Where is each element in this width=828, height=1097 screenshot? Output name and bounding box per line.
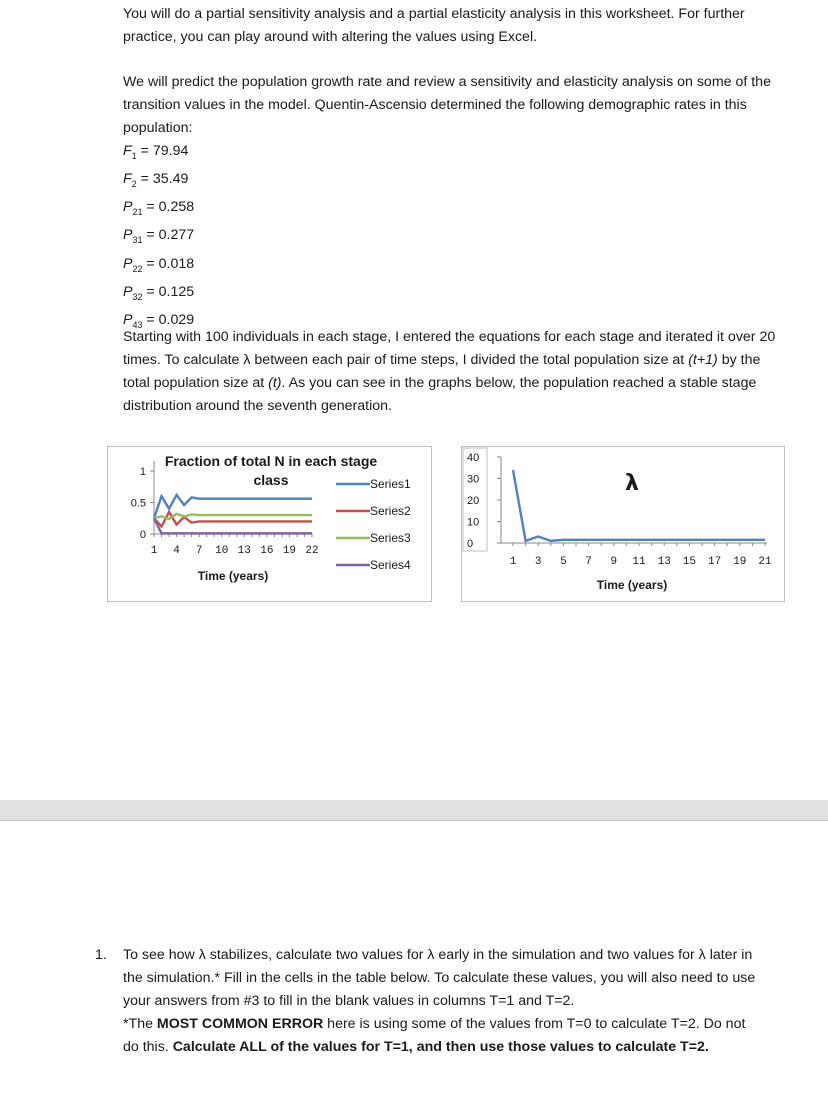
x-tick-label: 13: [237, 545, 251, 557]
starting-paragraph: Starting with 100 individuals in each stage, I entered the equations for each stage and iterated it over 20 times. To calculate λ between each pair of time steps, I divided the total population size at (t+1) by the total population size at (t). As you can see in the graphs below, the population reached a stable stage distribution around the seventh generation.: [123, 329, 776, 414]
predict-paragraph: We will predict the population growth rate and review a sensitivity and elasticity analysis on some of the transition values in the model. Quentin-Ascensio determined the following demographic rates in this population:: [123, 74, 771, 136]
y-tick-label: 40: [467, 452, 480, 464]
x-tick-label: 21: [758, 556, 772, 568]
rate-item: $P_{43} = 0.029$: [123, 311, 195, 330]
rate-item: $P_{21} = 0.258$: [123, 199, 195, 218]
chart-title: λ: [625, 471, 639, 496]
rate-item: $P_{31} = 0.277$: [123, 227, 195, 246]
y-tick-label: 30: [467, 473, 480, 486]
x-tick-label: 15: [682, 556, 697, 568]
x-tick-label: 19: [733, 556, 747, 568]
intro-paragraph: You will do a partial sensitivity analysis and a partial elasticity analysis in this worksheet. For further practice, you can play around with altering the values using Excel.: [123, 6, 745, 45]
demographic-rates-list: [123, 140, 194, 337]
legend-label: Series4: [370, 558, 411, 572]
x-tick-label: 17: [707, 556, 722, 568]
y-tick-label: 0: [467, 538, 474, 550]
series-line-series3: [154, 514, 312, 519]
question-text: To see how λ stabilizes, calculate two values for λ early in the simulation and two values for λ later in the simulation.* Fill in the cells in the table below. To calculate these values, you will also need to use your answers from #3 to fill in the blank values in columns T=1 and T=2. *The MOST COMMON ERROR here is using some of the values from T=0 to calculate T=2. Do not do this. Calculate ALL of the values for T=1, and then use those values to calculate T=2.: [123, 947, 756, 1055]
x-tick-label: 7: [585, 556, 592, 568]
x-tick-label: 13: [657, 556, 671, 568]
fraction-chart: [107, 446, 432, 602]
y-tick-label: 0: [139, 529, 146, 541]
y-tick-label: 0.5: [130, 497, 146, 510]
page-break: [0, 800, 828, 821]
fraction-chart-svg: [108, 447, 431, 601]
x-tick-label: 22: [305, 545, 319, 557]
x-tick-label: 5: [560, 556, 567, 568]
x-axis-label: Time (years): [596, 578, 668, 592]
x-tick-label: 16: [260, 545, 274, 557]
rate-item: $P_{22} = 0.018$: [123, 255, 195, 274]
chart-title-line: class: [253, 472, 289, 488]
legend-label: Series3: [370, 531, 411, 545]
lambda-line: [513, 470, 765, 541]
question-number: 1.: [95, 947, 107, 963]
y-tick-label: 1: [139, 466, 146, 478]
x-tick-label: 3: [534, 556, 542, 568]
legend-label: Series2: [370, 504, 411, 518]
lambda-chart-svg: [462, 447, 784, 601]
rate-item: $P_{32} = 0.125$: [123, 283, 195, 302]
rate-item: $F_1 = 79.94$: [123, 143, 189, 161]
x-tick-label: 4: [173, 545, 180, 557]
y-tick-label: 20: [467, 495, 480, 507]
y-tick-label: 10: [467, 516, 480, 529]
chart-title-line: Fraction of total N in each stage: [164, 453, 378, 469]
x-tick-label: 19: [282, 545, 297, 557]
x-tick-label: 1: [150, 545, 158, 557]
x-axis-label: Time (years): [197, 569, 269, 583]
x-tick-label: 9: [610, 556, 618, 568]
legend-label: Series1: [370, 477, 411, 491]
x-tick-label: 7: [195, 545, 203, 557]
x-tick-label: 1: [509, 556, 517, 568]
lambda-chart: [461, 446, 785, 602]
rate-item: $F_2 = 35.49$: [123, 171, 189, 189]
x-tick-label: 11: [632, 556, 646, 568]
x-tick-label: 10: [215, 545, 229, 557]
